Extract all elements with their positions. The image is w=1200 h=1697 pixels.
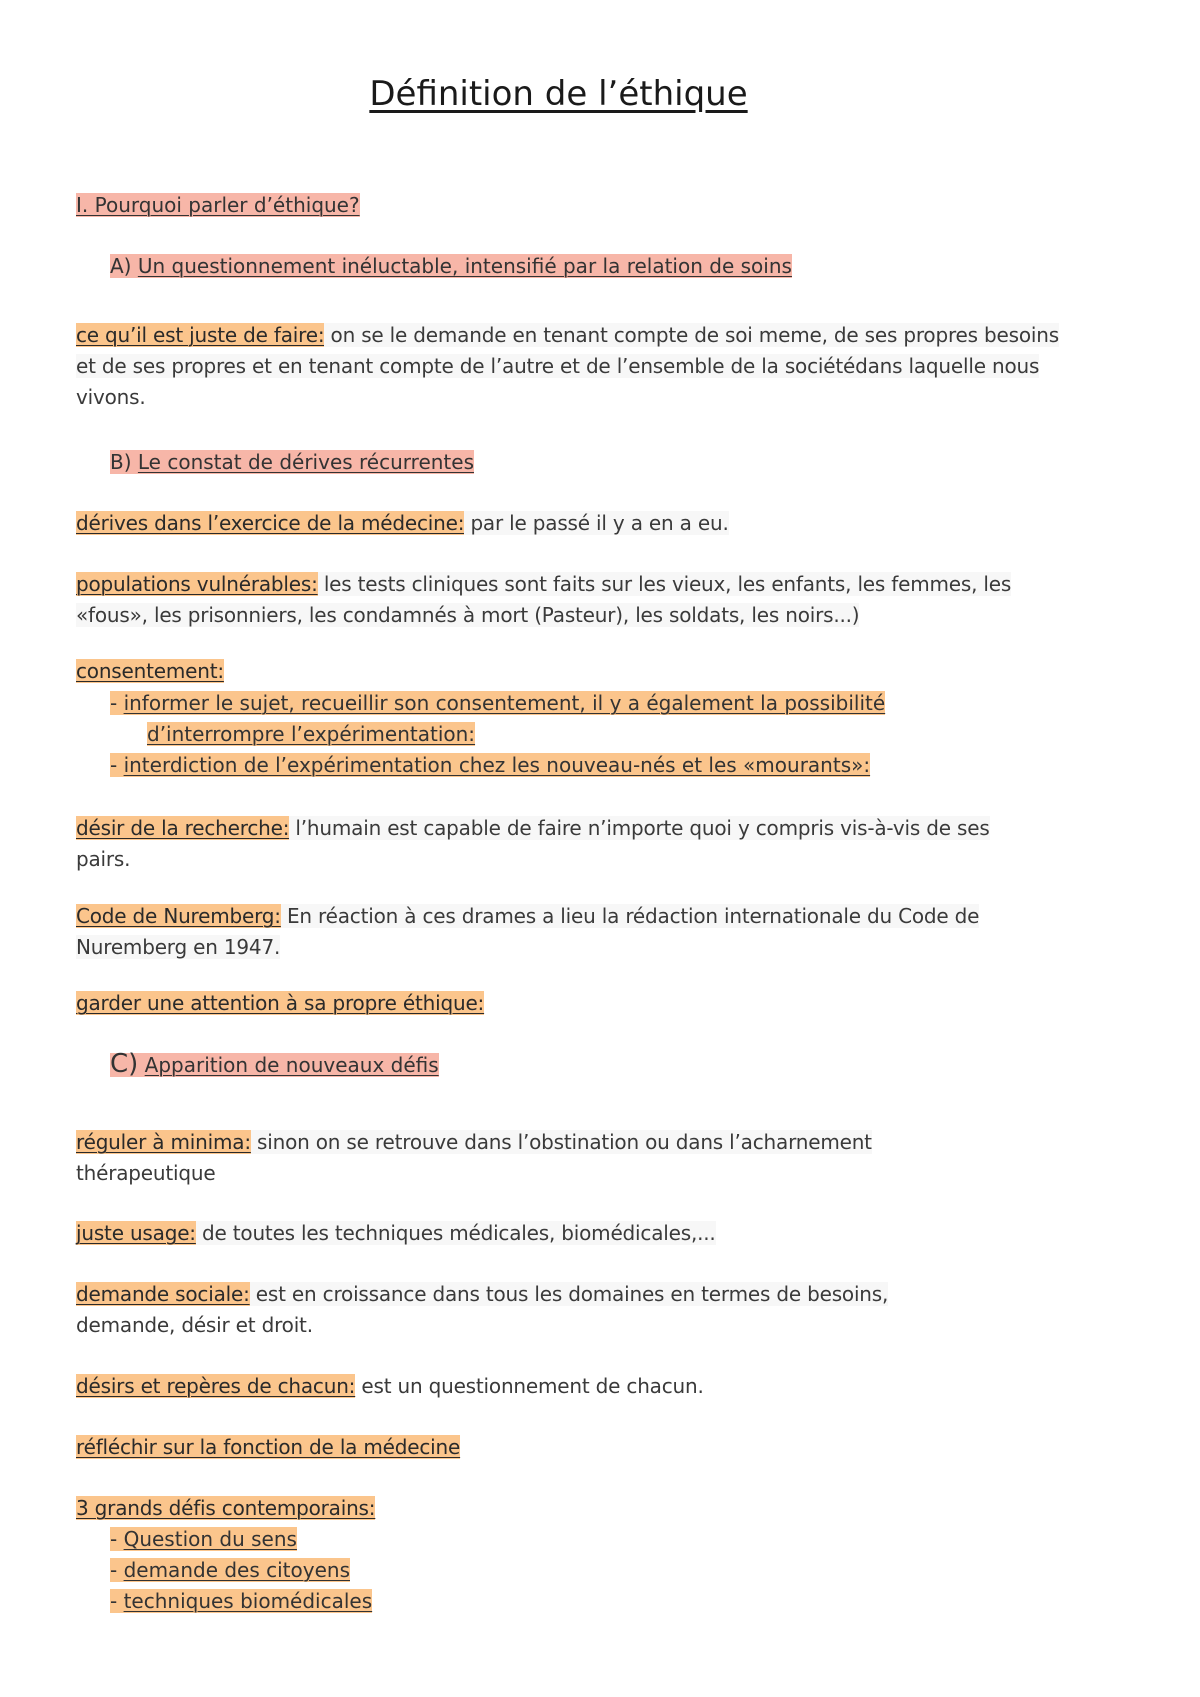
paragraph-consentement (76, 656, 1138, 687)
paragraph-line: «fous», les prisonniers, les condamnés à mort (Pasteur), les soldats, les noirs...) (76, 603, 860, 627)
section-1-heading-text: I. Pourquoi parler d’éthique? (76, 193, 360, 217)
term-juste: ce qu’il est juste de faire: (76, 323, 325, 347)
list-item: - interdiction de l’expérimentation chez les nouveau-nés et les «mourants»: (110, 753, 871, 777)
paragraph-fonction-medecine (76, 1432, 1138, 1463)
paragraph-line: pairs. (76, 847, 131, 871)
list-item-continuation (110, 719, 885, 750)
section-1-heading (76, 193, 360, 217)
subsection-b-text: Le constat de dérives récurrentes (137, 450, 474, 474)
subsection-a-text: Un questionnement inéluctable, intensifié par la relation de soins (137, 254, 792, 278)
paragraph-demande-sociale (76, 1279, 1138, 1341)
subsection-a-letter: A) (110, 254, 132, 278)
term-juste-usage: juste usage: (76, 1221, 196, 1245)
paragraph-line: on se le demande en tenant compte de soi meme, de ses propres besoins (324, 323, 1059, 347)
term-defis: 3 grands défis contemporains: (76, 1496, 376, 1520)
paragraph-juste-usage (76, 1218, 1138, 1249)
subsection-c-heading (110, 1049, 439, 1079)
paragraph-derives (76, 508, 1138, 539)
paragraph-line: est en croissance dans tous les domaines en termes de besoins, (249, 1282, 889, 1306)
term-nuremberg: Code de Nuremberg: (76, 904, 281, 928)
paragraph-attention (76, 988, 1138, 1019)
paragraph-juste (76, 320, 1138, 413)
subsection-b-heading (110, 450, 474, 474)
paragraph-desir-recherche (76, 813, 1138, 875)
paragraph-line: En réaction à ces drames a lieu la rédaction internationale du Code de (280, 904, 980, 928)
paragraph-line: l’humain est capable de faire n’importe quoi y compris vis-à-vis de ses (289, 816, 990, 840)
paragraph-line: les tests cliniques sont faits sur les vieux, les enfants, les femmes, les (317, 572, 1012, 596)
list-item: - techniques biomédicales (110, 1589, 373, 1613)
bullet-text: techniques biomédicales (123, 1589, 373, 1613)
term-fonction-medecine: réfléchir sur la fonction de la médecine (76, 1435, 461, 1459)
paragraph-populations (76, 569, 1138, 631)
paragraph-nuremberg (76, 901, 1138, 963)
term-demande-sociale: demande sociale: (76, 1282, 250, 1306)
bullet-text: d’interrompre l’expérimentation: (147, 722, 476, 746)
term-desir-recherche: désir de la recherche: (76, 816, 290, 840)
bullet-text: Question du sens (123, 1527, 297, 1551)
paragraph-reguler (76, 1127, 1138, 1189)
term-attention: garder une attention à sa propre éthique: (76, 991, 485, 1015)
paragraph-line: thérapeutique (76, 1161, 216, 1185)
subsection-c-text: Apparition de nouveaux défis (144, 1053, 439, 1077)
bullet-text: demande des citoyens (123, 1558, 350, 1582)
subsection-b-letter: B) (110, 450, 132, 474)
page-title: Définition de l’éthique (369, 74, 748, 114)
subsection-c-letter: C) (110, 1049, 139, 1079)
term-reguler: réguler à minima: (76, 1130, 251, 1154)
list-item: - demande des citoyens (110, 1558, 350, 1582)
term-populations: populations vulnérables: (76, 572, 318, 596)
bullet-text: interdiction de l’expérimentation chez les nouveau-nés et les «mourants»: (123, 753, 871, 777)
paragraph-line: sinon on se retrouve dans l’obstination ou dans l’acharnement (250, 1130, 872, 1154)
list-item: - Question du sens (110, 1527, 297, 1551)
paragraph-line: de toutes les techniques médicales, biomédicales,... (195, 1221, 716, 1245)
paragraph-line: et de ses propres et en tenant compte de l’autre et de l’ensemble de la sociétédans laquelle nous (76, 354, 1040, 378)
paragraph-line: est un questionnement de chacun. (355, 1374, 704, 1398)
list-item: - informer le sujet, recueillir son consentement, il y a également la possibilité (110, 691, 886, 715)
paragraph-defis (76, 1493, 1138, 1524)
paragraph-line: vivons. (76, 385, 146, 409)
paragraph-line: demande, désir et droit. (76, 1313, 313, 1337)
consentement-bullets (110, 688, 885, 781)
paragraph-line: Nuremberg en 1947. (76, 935, 281, 959)
paragraph-desirs-reperes (76, 1371, 1138, 1402)
term-derives: dérives dans l’exercice de la médecine: (76, 511, 465, 535)
defis-bullets (110, 1524, 372, 1617)
term-desirs-reperes: désirs et repères de chacun: (76, 1374, 356, 1398)
paragraph-line: par le passé il y a en a eu. (464, 511, 729, 535)
bullet-text: informer le sujet, recueillir son consentement, il y a également la possibilité (123, 691, 886, 715)
term-consentement: consentement: (76, 659, 224, 683)
subsection-a-heading (110, 254, 792, 278)
